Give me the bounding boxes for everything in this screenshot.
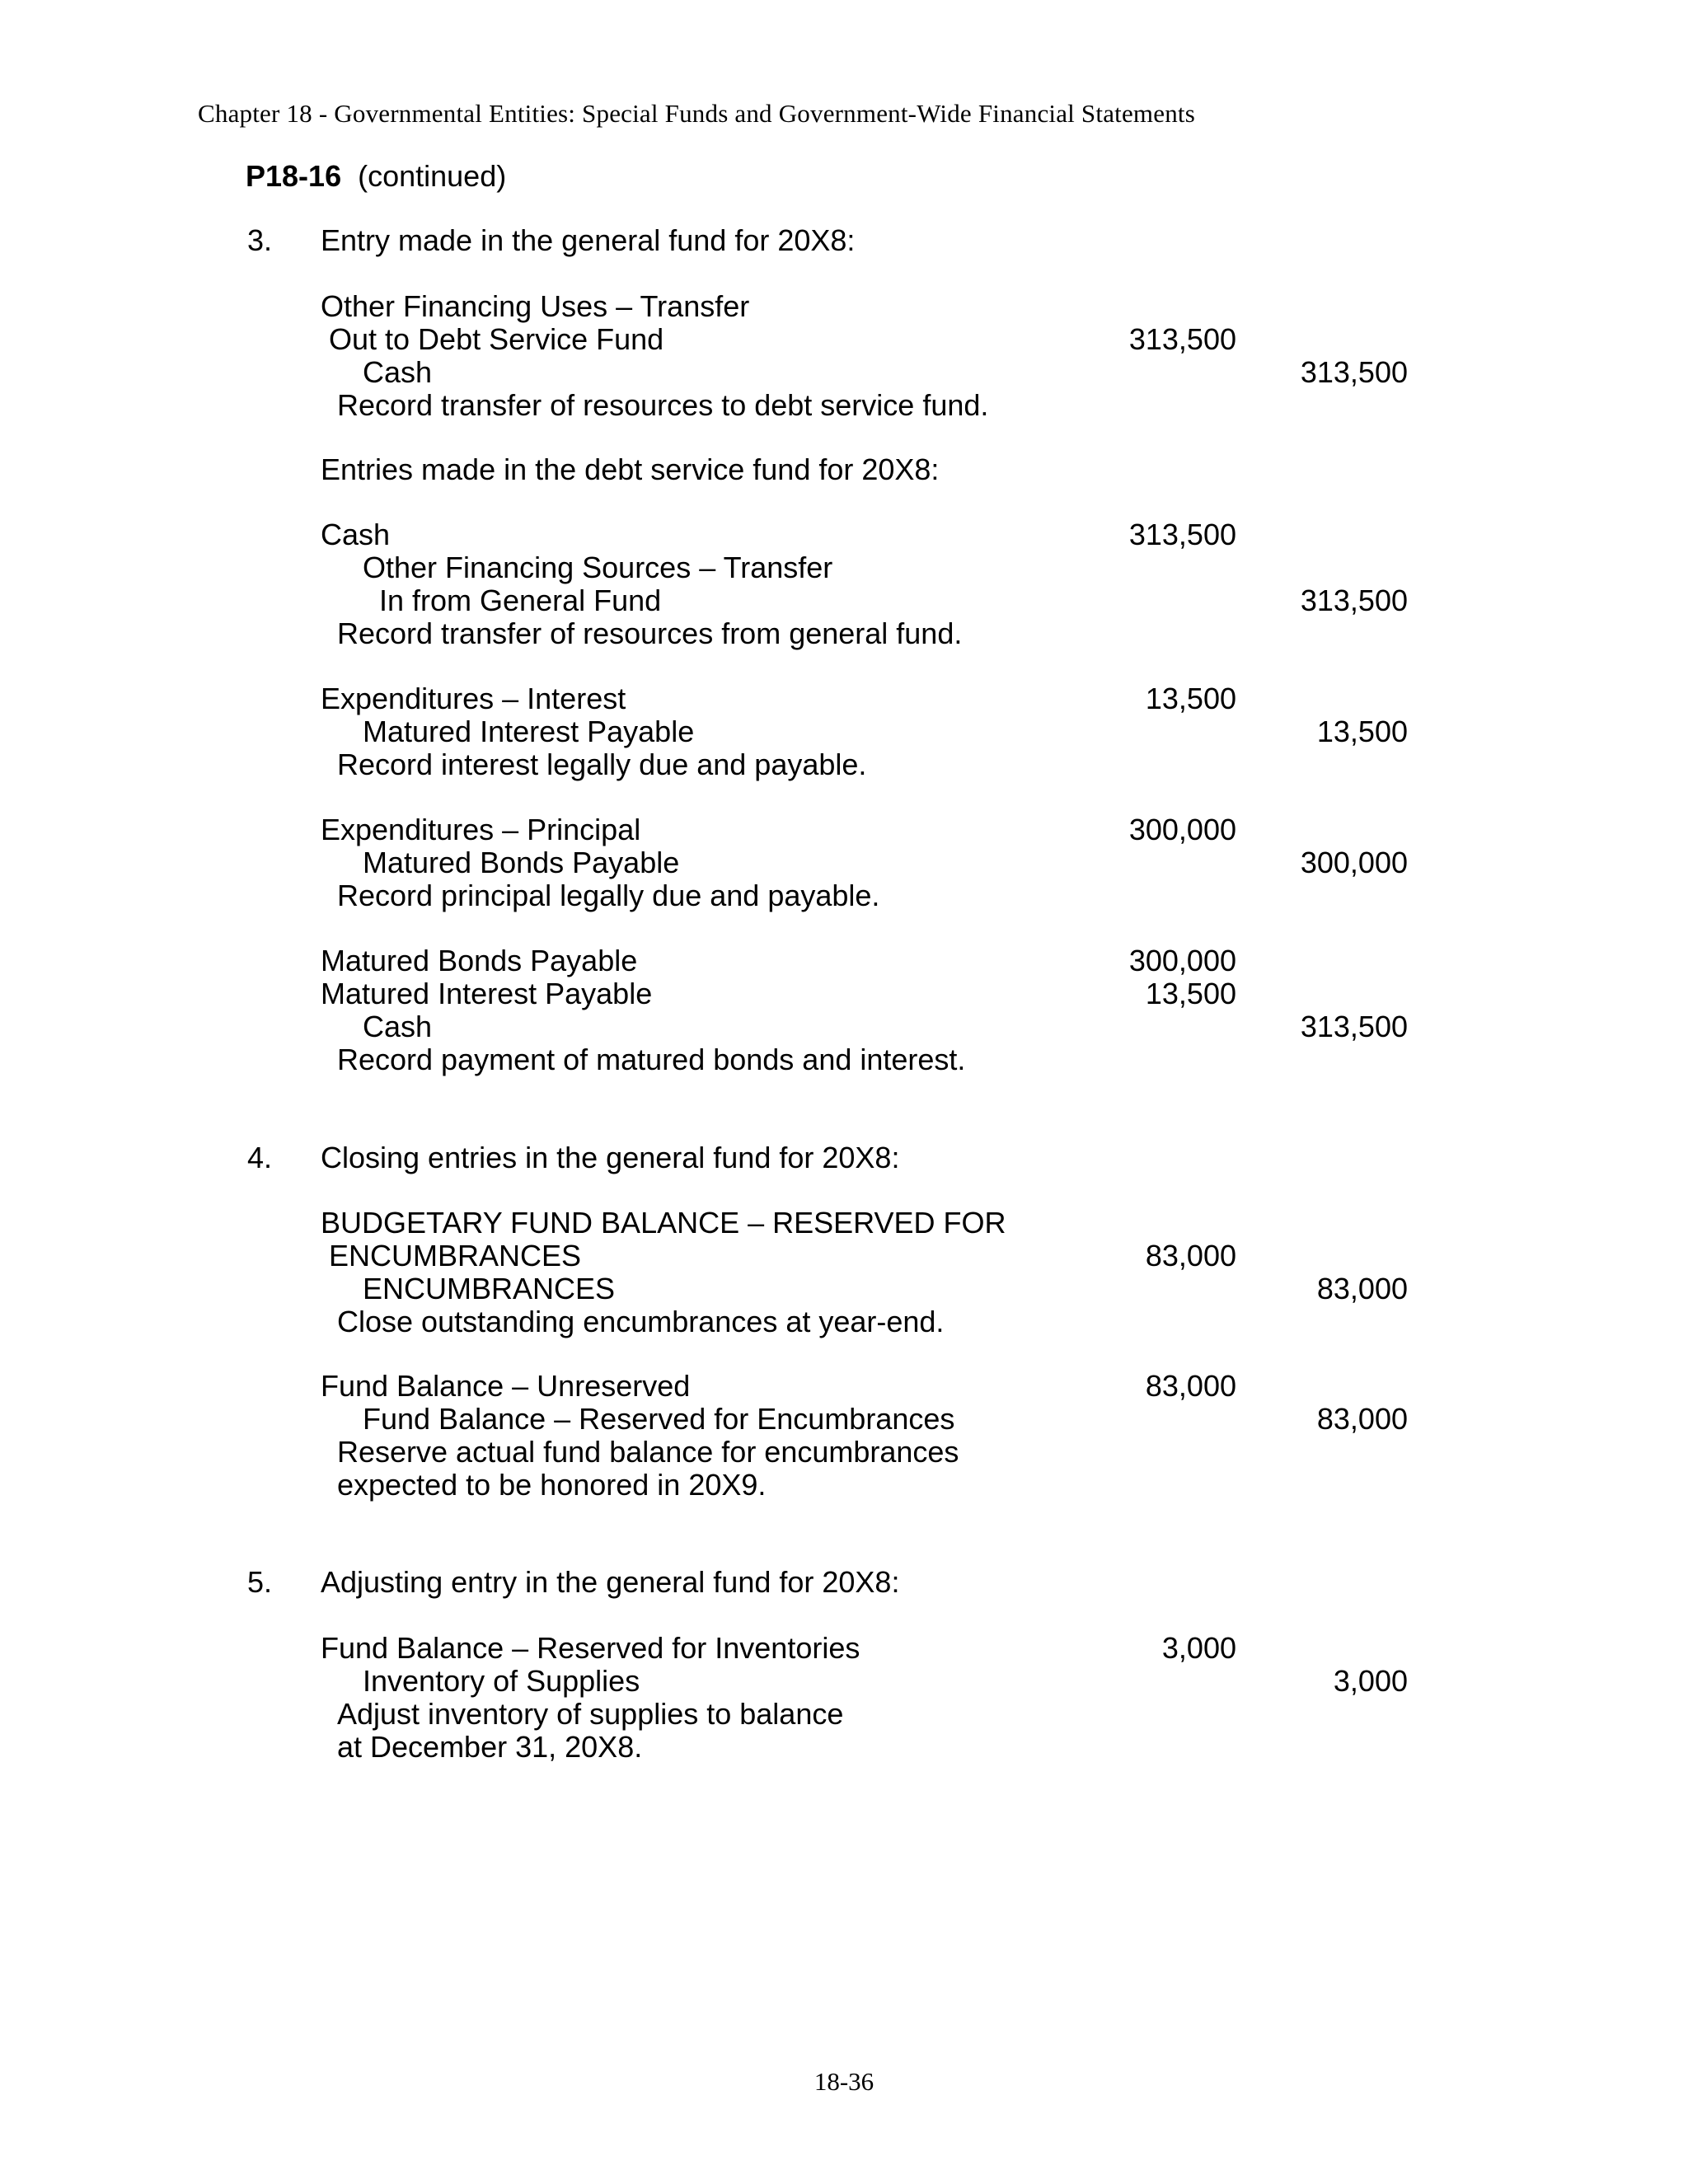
journal-line: Cash — [363, 1010, 433, 1043]
debit-amount: 313,500 — [1128, 518, 1236, 551]
journal-line: Cash — [321, 518, 391, 551]
journal-line: Other Financing Sources – Transfer — [363, 551, 833, 584]
journal-memo: Record transfer of resources from general fund. — [337, 616, 963, 650]
problem-id: P18-16 — [246, 159, 342, 193]
credit-amount: 300,000 — [1300, 846, 1408, 879]
section-3-heading: Entry made in the general fund for 20X8: — [321, 223, 856, 257]
journal-line: In from General Fund — [379, 583, 662, 617]
debit-amount: 13,500 — [1145, 977, 1236, 1010]
section-4-number: 4. — [247, 1141, 273, 1174]
journal-memo: expected to be honored in 20X9. — [337, 1468, 767, 1502]
section-3-number: 3. — [247, 223, 273, 257]
journal-memo: Record principal legally due and payable. — [337, 879, 880, 912]
credit-amount: 3,000 — [1333, 1664, 1408, 1698]
section-5-heading: Adjusting entry in the general fund for 20X8: — [321, 1565, 900, 1599]
journal-line: Other Financing Uses – Transfer — [321, 289, 750, 323]
journal-memo: Record payment of matured bonds and interest. — [337, 1043, 966, 1076]
section-4-heading: Closing entries in the general fund for 20X8: — [321, 1141, 900, 1174]
journal-line: Fund Balance – Reserved for Inventories — [321, 1631, 860, 1665]
credit-amount: 313,500 — [1300, 355, 1408, 389]
credit-amount: 313,500 — [1300, 1010, 1408, 1043]
chapter-header: Chapter 18 - Governmental Entities: Special Funds and Government-Wide Financial Statements — [198, 99, 1195, 128]
debit-amount: 300,000 — [1128, 813, 1236, 846]
journal-line: ENCUMBRANCES — [363, 1272, 616, 1305]
debit-amount: 313,500 — [1128, 322, 1236, 356]
problem-suffix: (continued) — [358, 159, 507, 193]
problem-title — [246, 159, 506, 194]
debit-amount: 13,500 — [1145, 682, 1236, 715]
debit-amount: 3,000 — [1161, 1631, 1236, 1665]
credit-amount: 313,500 — [1300, 583, 1408, 617]
credit-amount: 13,500 — [1316, 715, 1408, 748]
journal-line: Matured Interest Payable — [321, 977, 653, 1010]
page-number: 18-36 — [814, 2067, 874, 2096]
journal-line: Fund Balance – Reserved for Encumbrances — [363, 1402, 955, 1436]
journal-memo: Record transfer of resources to debt service fund. — [337, 388, 989, 422]
section-5-number: 5. — [247, 1565, 273, 1599]
debit-amount: 83,000 — [1145, 1239, 1236, 1272]
journal-line: Matured Bonds Payable — [363, 846, 680, 879]
credit-amount: 83,000 — [1316, 1272, 1408, 1305]
journal-line: ENCUMBRANCES — [329, 1239, 582, 1272]
debit-amount: 300,000 — [1128, 944, 1236, 977]
journal-line: Matured Bonds Payable — [321, 944, 638, 977]
journal-memo: at December 31, 20X8. — [337, 1730, 643, 1764]
journal-line: Fund Balance – Unreserved — [321, 1369, 691, 1403]
debit-amount: 83,000 — [1145, 1369, 1236, 1403]
journal-line: Expenditures – Principal — [321, 813, 641, 846]
journal-line: Inventory of Supplies — [363, 1664, 640, 1698]
journal-line: Out to Debt Service Fund — [329, 322, 664, 356]
journal-line: BUDGETARY FUND BALANCE – RESERVED FOR — [321, 1206, 1006, 1240]
journal-line: Expenditures – Interest — [321, 682, 626, 715]
journal-memo: Adjust inventory of supplies to balance — [337, 1697, 844, 1731]
journal-line: Cash — [363, 355, 433, 389]
journal-memo: Record interest legally due and payable. — [337, 748, 867, 781]
journal-line: Matured Interest Payable — [363, 715, 695, 748]
journal-memo: Close outstanding encumbrances at year-end. — [337, 1305, 945, 1338]
credit-amount: 83,000 — [1316, 1402, 1408, 1436]
section-3-subheading: Entries made in the debt service fund for 20X8: — [321, 452, 940, 486]
journal-memo: Reserve actual fund balance for encumbrances — [337, 1435, 959, 1469]
